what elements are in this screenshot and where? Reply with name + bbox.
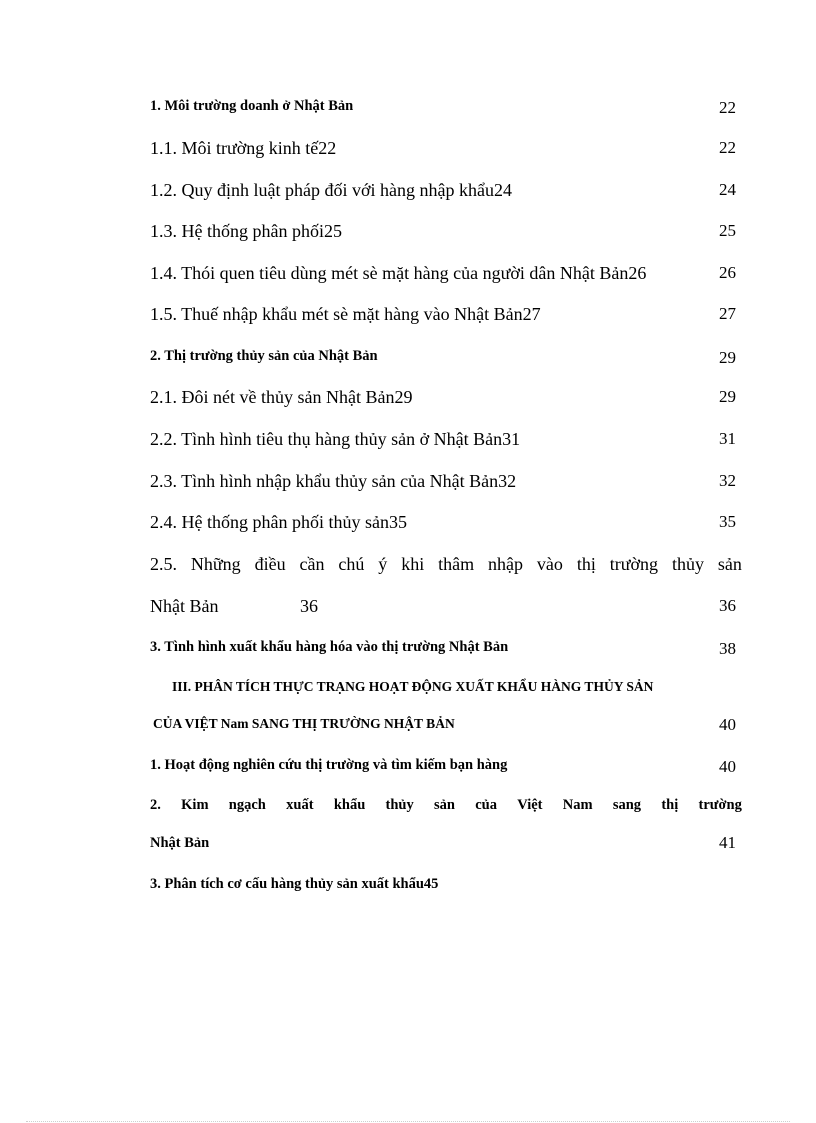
toc-word: ngạch (228, 797, 266, 813)
toc-chapter-entry (150, 679, 740, 739)
toc-entry-text-line2: Nhật Bản (150, 835, 210, 851)
toc-entry-text: 2.4. Hệ thống phân phối thủy sản35 (150, 512, 407, 532)
toc-entry-page: 29 (719, 387, 736, 406)
toc-entry-page: 40 (719, 757, 736, 776)
toc-entry-text: 1. Môi trường doanh ở Nhật Bản (150, 98, 354, 114)
toc-entry-page: 29 (719, 348, 736, 367)
toc-entry-text: 2. Thị trường thủy sản của Nhật Bản (150, 348, 378, 364)
toc-word: sang (612, 797, 642, 813)
toc-word: của (475, 797, 497, 813)
toc-entry-text-line2: Nhật Bản (150, 596, 219, 616)
toc-word: ý (378, 554, 388, 574)
toc-word: Việt (517, 797, 543, 813)
toc-entry-page: 25 (719, 221, 736, 240)
toc-entry-text: 1. Hoạt động nghiên cứu thị trường và tìm kiếm bạn hàng (150, 757, 508, 773)
toc-word: vào (536, 554, 563, 574)
toc-entry-page: 27 (719, 304, 736, 323)
toc-word: 2.5. (150, 554, 177, 574)
toc-entry-page: 31 (719, 429, 736, 448)
toc-word: Kim (181, 797, 209, 813)
toc-entry-text: 1.5. Thuế nhập khẩu mét sè mặt hàng vào Nhật Bản27 (150, 304, 541, 324)
toc-entry-page: 35 (719, 512, 736, 531)
toc-entry (150, 797, 740, 857)
toc-entry-page: 41 (719, 833, 736, 852)
toc-entry-page: 38 (719, 639, 736, 658)
toc-word: Nam (562, 797, 593, 813)
toc-word: cần (299, 554, 325, 574)
toc-word: thủy (385, 797, 414, 813)
toc-entry-text: 1.2. Quy định luật pháp đối với hàng nhập khẩu24 (150, 180, 512, 200)
toc-word: 2. (150, 797, 161, 813)
toc-word: nhập (488, 554, 524, 574)
toc-entry-page: 22 (719, 98, 736, 117)
toc-entry-text: 3. Tình hình xuất khẩu hàng hóa vào thị trường Nhật Bản (150, 639, 509, 655)
toc-word: trường (609, 554, 659, 574)
toc-entry-page: 36 (719, 596, 736, 615)
toc-entry-page: 22 (719, 138, 736, 157)
toc-entry-text: 1.1. Môi trường kinh tế22 (150, 138, 337, 158)
toc-word: thị (576, 554, 596, 574)
toc-entry-text: 2.2. Tình hình tiêu thụ hàng thủy sản ở Nhật Bản31 (150, 429, 521, 449)
toc-entry-page: 24 (719, 180, 736, 199)
toc-word: xuất (286, 797, 314, 813)
toc-entry-text-line2: CỦA VIỆT Nam SANG THỊ TRƯỜNG NHẬT BẢN (153, 716, 455, 731)
toc-entry-text: 1.3. Hệ thống phân phối25 (150, 221, 342, 241)
toc-word: điều (254, 554, 286, 574)
toc-word: Những (190, 554, 241, 574)
toc-word: trường (698, 797, 742, 813)
toc-entry-text-line1: III. PHÂN TÍCH THỰC TRẠNG HOẠT ĐỘNG XUẤT KHẨU HÀNG THỦY SẢN (172, 679, 654, 694)
toc-entry-inline-page: 36 (300, 596, 318, 616)
toc-entry-text: 1.4. Thói quen tiêu dùng mét sè mặt hàng của người dân Nhật Bản26 (150, 263, 647, 283)
toc-word: khi (401, 554, 425, 574)
toc-word: sản (717, 554, 742, 574)
toc-entry-text-justified (150, 797, 742, 814)
toc-entry-page: 32 (719, 471, 736, 490)
toc-word: thâm (438, 554, 475, 574)
toc-entry-text-justified (150, 554, 742, 575)
toc-entry-text: 2.3. Tình hình nhập khẩu thủy sản của Nhật Bản32 (150, 471, 517, 491)
toc-entry (150, 554, 740, 624)
toc-entry-text: 3. Phân tích cơ cấu hàng thủy sản xuất khẩu45 (150, 876, 439, 892)
page-bottom-rule (26, 1121, 790, 1122)
toc-entry-text: 2.1. Đôi nét về thủy sản Nhật Bản29 (150, 387, 413, 407)
toc-word: chú (338, 554, 365, 574)
toc-word: thủy (671, 554, 704, 574)
toc-word: sản (434, 797, 455, 813)
toc-entry-page: 26 (719, 263, 736, 282)
toc-word: thị (661, 797, 679, 813)
toc-word: khẩu (333, 797, 366, 813)
toc-entry-page: 40 (719, 715, 736, 734)
